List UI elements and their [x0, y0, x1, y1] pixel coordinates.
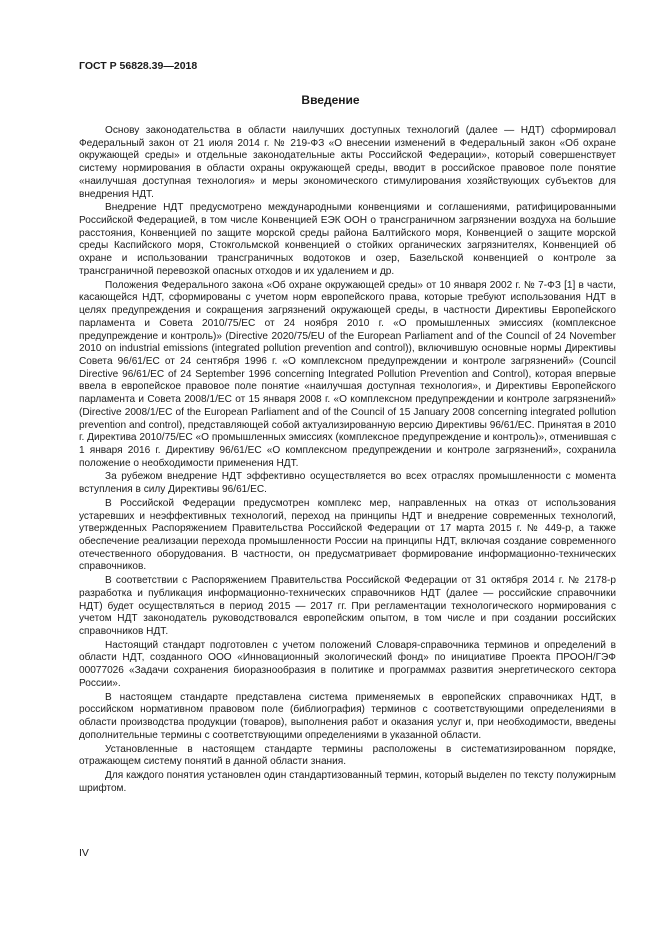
- page-number: IV: [79, 847, 89, 859]
- paragraph-4: За рубежом внедрение НДТ эффективно осуществляется во всех отраслях промышленности с момента вступления в силу Директивы 96/61/ЕС.: [79, 471, 616, 496]
- paragraph-7: Настоящий стандарт подготовлен с учетом положений Словаря-справочника терминов и определений в области НДТ, созданного ООО «Инновационный экологический фонд» по инициативе Проекта ПРООН/ГЭФ 00077026 «Задачи сохранения биоразнообразия в политике и программах развития энергетического сектора России».: [79, 639, 616, 689]
- body-text: [79, 125, 616, 796]
- paragraph-10: Для каждого понятия установлен один стандартизованный термин, который выделен по тексту полужирным шрифтом.: [79, 769, 616, 794]
- paragraph-6: В соответствии с Распоряжением Правительства Российской Федерации от 31 октября 2014 г. № 2178-р разработка и публикация информационно-технических справочников НДТ (далее — российские справочники НДТ) будет осуществляться в период 2015 — 2017 гг. При регламентации технологического нормирования с учетом НДТ законодатель руководствовался европейским опытом, в том числе и при создании российских справочников НДТ.: [79, 575, 616, 638]
- standard-header: ГОСТ Р 56828.39—2018: [79, 60, 198, 72]
- paragraph-5: В Российской Федерации предусмотрен комплекс мер, направленных на отказ от использования устаревших и неэффективных технологий, переход на принципы НДТ и внедрение современных технологий, утвержденных Распоряжением Правительства Российской Федерации от 17 марта 2015 г. № 449-р, а также обеспечение реализации перехода промышленности России на принципы НДТ, включая создание современного отечественного оборудования. В частности, он предусматривает формирование информационно-технических справочников.: [79, 497, 616, 573]
- section-title: Введение: [301, 93, 360, 107]
- paragraph-8: В настоящем стандарте представлена система применяемых в европейских справочниках НДТ, в российском нормативном правовом поле (библиография) терминов с соответствующими определениями в области производства продукции (товаров), выполнения работ и оказания услуг и, при необходимости, введены дополнительные термины с соответствующими определениями в указанной области.: [79, 691, 616, 741]
- paragraph-2: Внедрение НДТ предусмотрено международными конвенциями и соглашениями, ратифицированными Российской Федерацией, в том числе Конвенцией ЕЭК ООН о трансграничном загрязнении воздуха на большие расстояния, Конвенцией по защите морской среды района Балтийского моря, Конвенцией о защите морской среды Каспийского моря, Стокгольмской конвенцией о стойких органических загрязнителях, Конвенцией об охране и использовании трансграничных водотоков и озер, Базельской конвенцией о контроле за трансграничной перевозкой опасных отходов и их удалением и др.: [79, 202, 616, 277]
- paragraph-3: Положения Федерального закона «Об охране окружающей среды» от 10 января 2002 г. № 7-ФЗ [1] в части, касающейся НДТ, сформированы с учетом норм европейского права, которые требуют использования НДТ в целях предупреждения и сокращения загрязнений окружающей среды, в частности Директивы Европейского парламента и Совета 2010/75/ЕС от 24 ноября 2010 г. «О промышленных эмиссиях (комплексное предупреждение и контроль)» (Directive 2020/75/EU of the European Parliament and of the Council of 24 November 2010 on industrial emissions (integrated pollution prevention and control)), включившую основные нормы Директивы Совета 96/61/ЕС от 24 сентября 1996 г. «О комплексном предупреждении и контроле загрязнений» (Council Directive 96/61/EC of 24 September 1996 concerning Integrated Pollution Prevention and Control), которая впервые ввела в европейское правовое поле понятие «наилучшая доступная технология», и Директивы Европейского парламента и Совета 2008/1/ЕС от 15 января 2008 г. «О комплексном предупреждении и контроле загрязнений» (Directive 2008/1/EC of the European Parliament and of the Council of 15 January 2008 concerning integrated pollution prevention and control), представляющей собой актуализированную версию Директивы 96/61/ЕС. Принятая в 2010 г. Директива 2010/75/ЕС «О промышленных эмиссиях (комплексное предупреждение и контроль)», отменившая с 1 января 2016 г. Директиву 96/61/ЕС «О комплексном предупреждении и контроле загрязнений», сохранила положение о необходимости применения НДТ.: [79, 279, 616, 469]
- paragraph-1: Основу законодательства в области наилучших доступных технологий (далее — НДТ) сформировал Федеральный закон от 21 июля 2014 г. № 219-ФЗ «О внесении изменений в Федеральный закон «Об охране окружающей среды» и отдельные законодательные акты Российской Федерации», который совершенствует систему нормирования в области охраны окружающей среды, вводит в российское правовое поле понятие «наилучшая доступная технология» и меры экономического стимулирования хозяйствующих субъектов для внедрения НДТ.: [79, 125, 616, 200]
- paragraph-9: Установленные в настоящем стандарте термины расположены в систематизированном порядке, отражающем систему понятий в данной области знания.: [79, 743, 616, 768]
